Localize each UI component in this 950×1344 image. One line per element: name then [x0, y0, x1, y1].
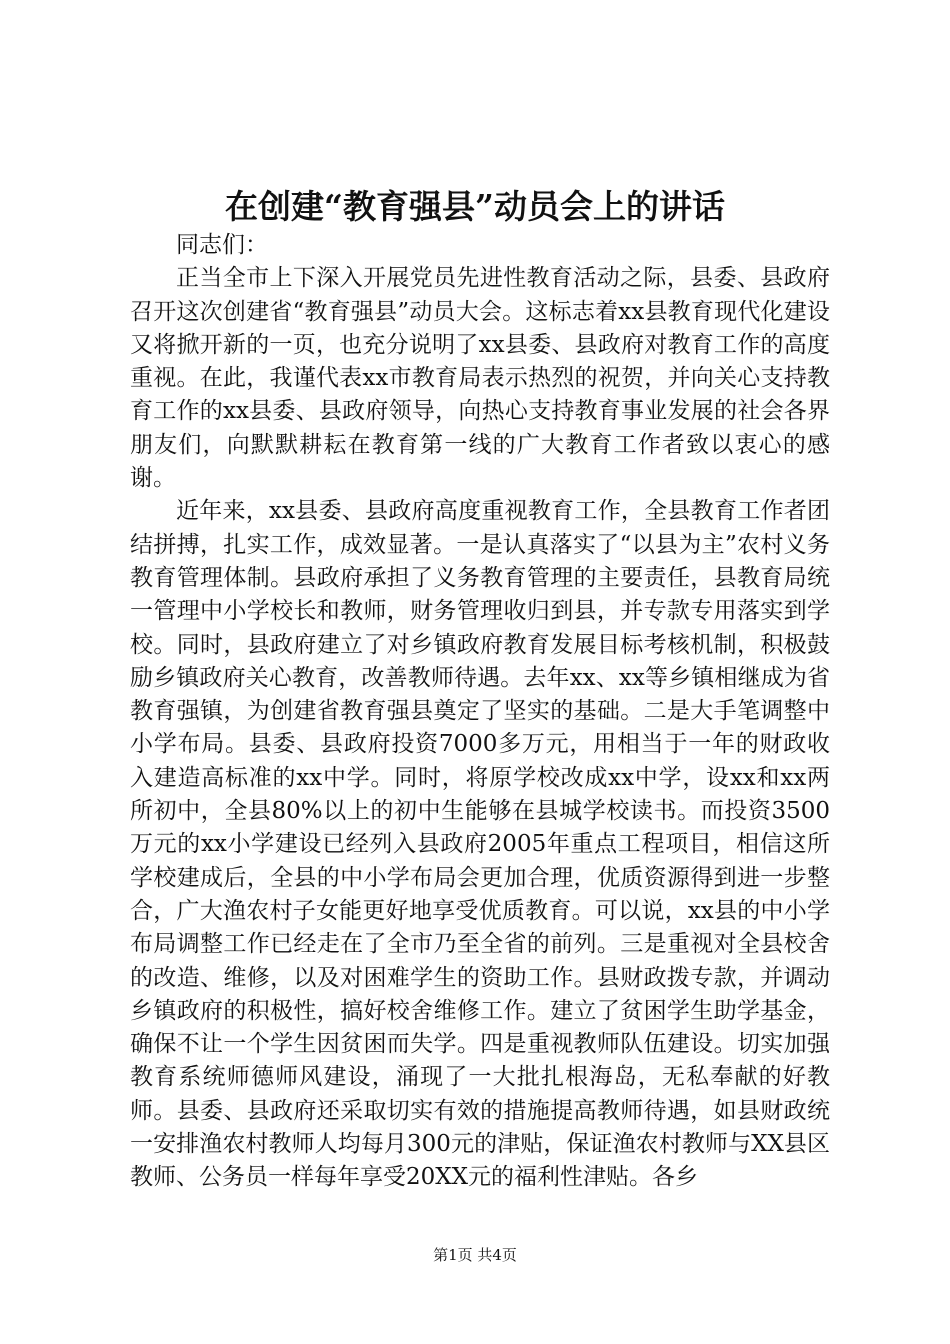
paragraph-2: 近年来，xx县委、县政府高度重视教育工作，全县教育工作者团结拼搏，扎实工作，成效显著。一是认真落实了“以县为主”农村义务教育管理体制。县政府承担了义务教育管理的主要责任，县教育局统一管理中小学校长和教师，财务管理收归到县，并专款专用落实到学校。同时，县政府建立了对乡镇政府教育发展目标考核机制，积极鼓励乡镇政府关心教育，改善教师待遇。去年xx、xx等乡镇相继成为省教育强镇，为创建省教育强县奠定了坚实的基础。二是大手笔调整中小学布局。县委、县政府投资7000多万元，用相当于一年的财政收入建造高标准的xx中学。同时，将原学校改成xx中学，设xx和xx两所初中，全县80%以上的初中生能够在县城学校读书。而投资3500万元的xx小学建设已经列入县政府2005年重点工程项目，相信这所学校建成后，全县的中小学布局会更加合理，优质资源得到进一步整合，广大渔农村子女能更好地享受优质教育。可以说，xx县的中小学布局调整工作已经走在了全市乃至全省的前列。三是重视对全县校舍的改造、维修，以及对困难学生的资助工作。县财政拨专款，并调动乡镇政府的积极性，搞好校舍维修工作。建立了贫困学生助学基金，确保不让一个学生因贫困而失学。四是重视教师队伍建设。切实加强教育系统师德师风建设，涌现了一大批扎根海岛，无私奉献的好教师。县委、县政府还采取切实有效的措施提高教师待遇，如县财政统一安排渔农村教师人均每月300元的津贴，保证渔农村教师与XX县区教师、公务员一样每年享受20XX元的福利性津贴。各乡 [130, 498, 830, 1191]
page-footer: 第1页 共4页 [433, 1246, 517, 1264]
paragraph-1: 正当全市上下深入开展党员先进性教育活动之际，县委、县政府召开这次创建省“教育强县”动员大会。这标志着xx县教育现代化建设又将掀开新的一页，也充分说明了xx县委、县政府对教育工作的高度重视。在此，我谨代表xx市教育局表示热烈的祝贺，并向关心支持教育工作的xx县委、县政府领导，向热心支持教育事业发展的社会各界朋友们，向默默耕耘在教育第一线的广大教育工作者致以衷心的感谢。 [130, 265, 830, 492]
document-body [130, 229, 830, 1195]
document-title: 在创建“教育强县”动员会上的讲话 [225, 187, 725, 226]
salutation: 同志们： [176, 232, 268, 258]
